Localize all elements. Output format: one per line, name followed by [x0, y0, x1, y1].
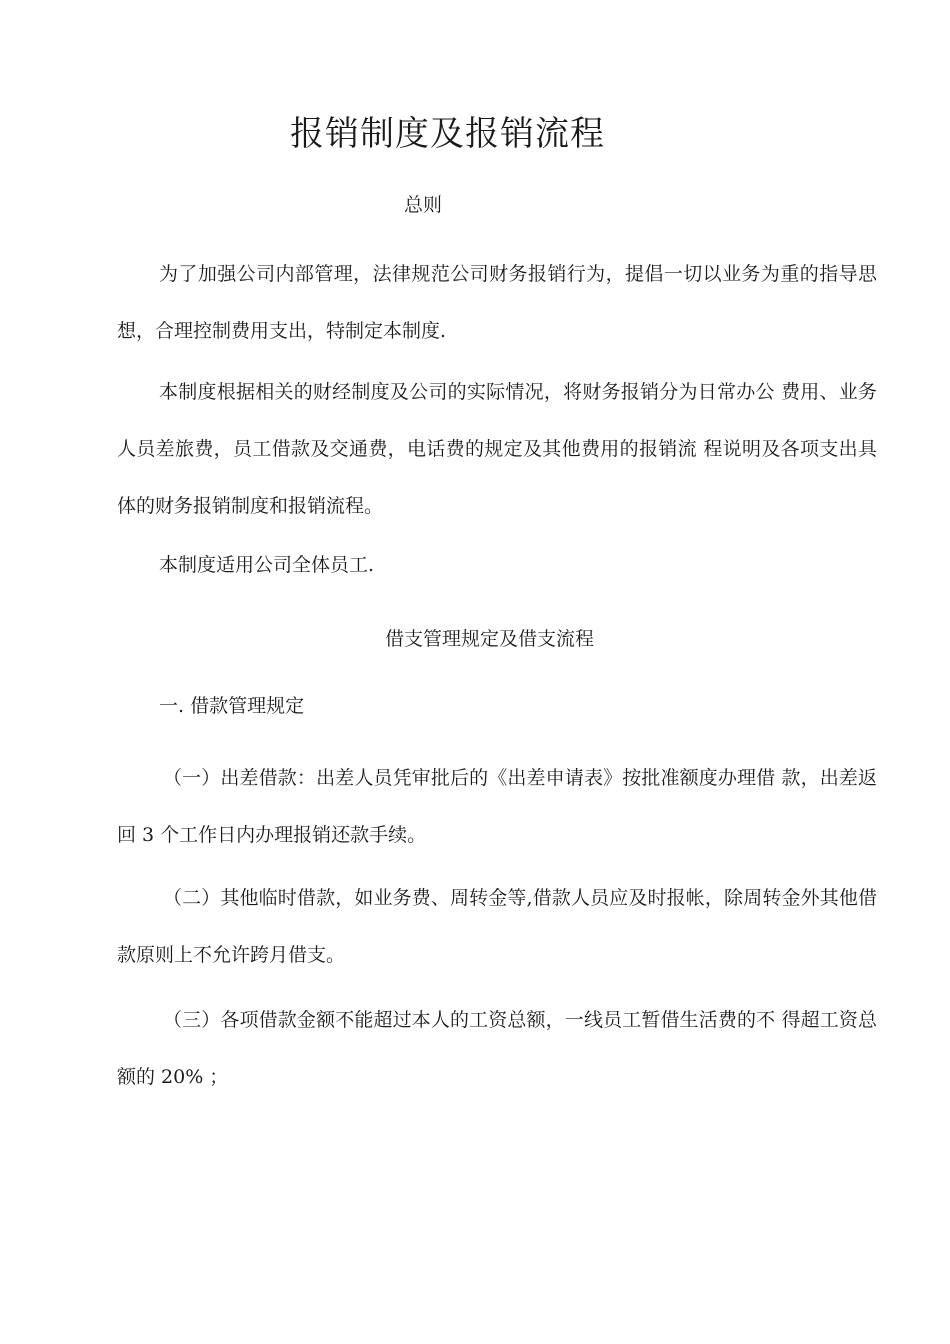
loan-item-travel: （一）出差借款：出差人员凭审批后的《出差申请表》按批准额度办理借 款，出差返回 3 个工作日内办理报销还款手续。: [117, 767, 877, 846]
loan-subheading: 一. 借款管理规定: [159, 695, 305, 717]
loan-item-temporary: （二）其他临时借款，如业务费、周转金等,借款人员应及时报帐，除周转金外其他借款原则上不允许跨月借支。: [117, 887, 877, 966]
document-title: 报销制度及报销流程: [290, 114, 605, 154]
loan-item-limit: （三）各项借款金额不能超过本人的工资总额，一线员工暂借生活费的不 得超工资总额的 20% ；: [117, 1009, 877, 1088]
paragraph-scope: 本制度适用公司全体员工.: [159, 554, 375, 576]
loan-section-heading: 借支管理规定及借支流程: [385, 628, 595, 650]
general-heading: 总则: [404, 194, 443, 216]
paragraph-basis: 本制度根据相关的财经制度及公司的实际情况，将财务报销分为日常办公 费用、业务人员差旅费，员工借款及交通费，电话费的规定及其他费用的报销流 程说明及各项支出具体的财务报销制度和报销流程。: [117, 381, 877, 517]
paragraph-purpose: 为了加强公司内部管理，法律规范公司财务报销行为，提倡一切以业务为重的指导思想，合理控制费用支出，特制定本制度.: [117, 263, 877, 342]
